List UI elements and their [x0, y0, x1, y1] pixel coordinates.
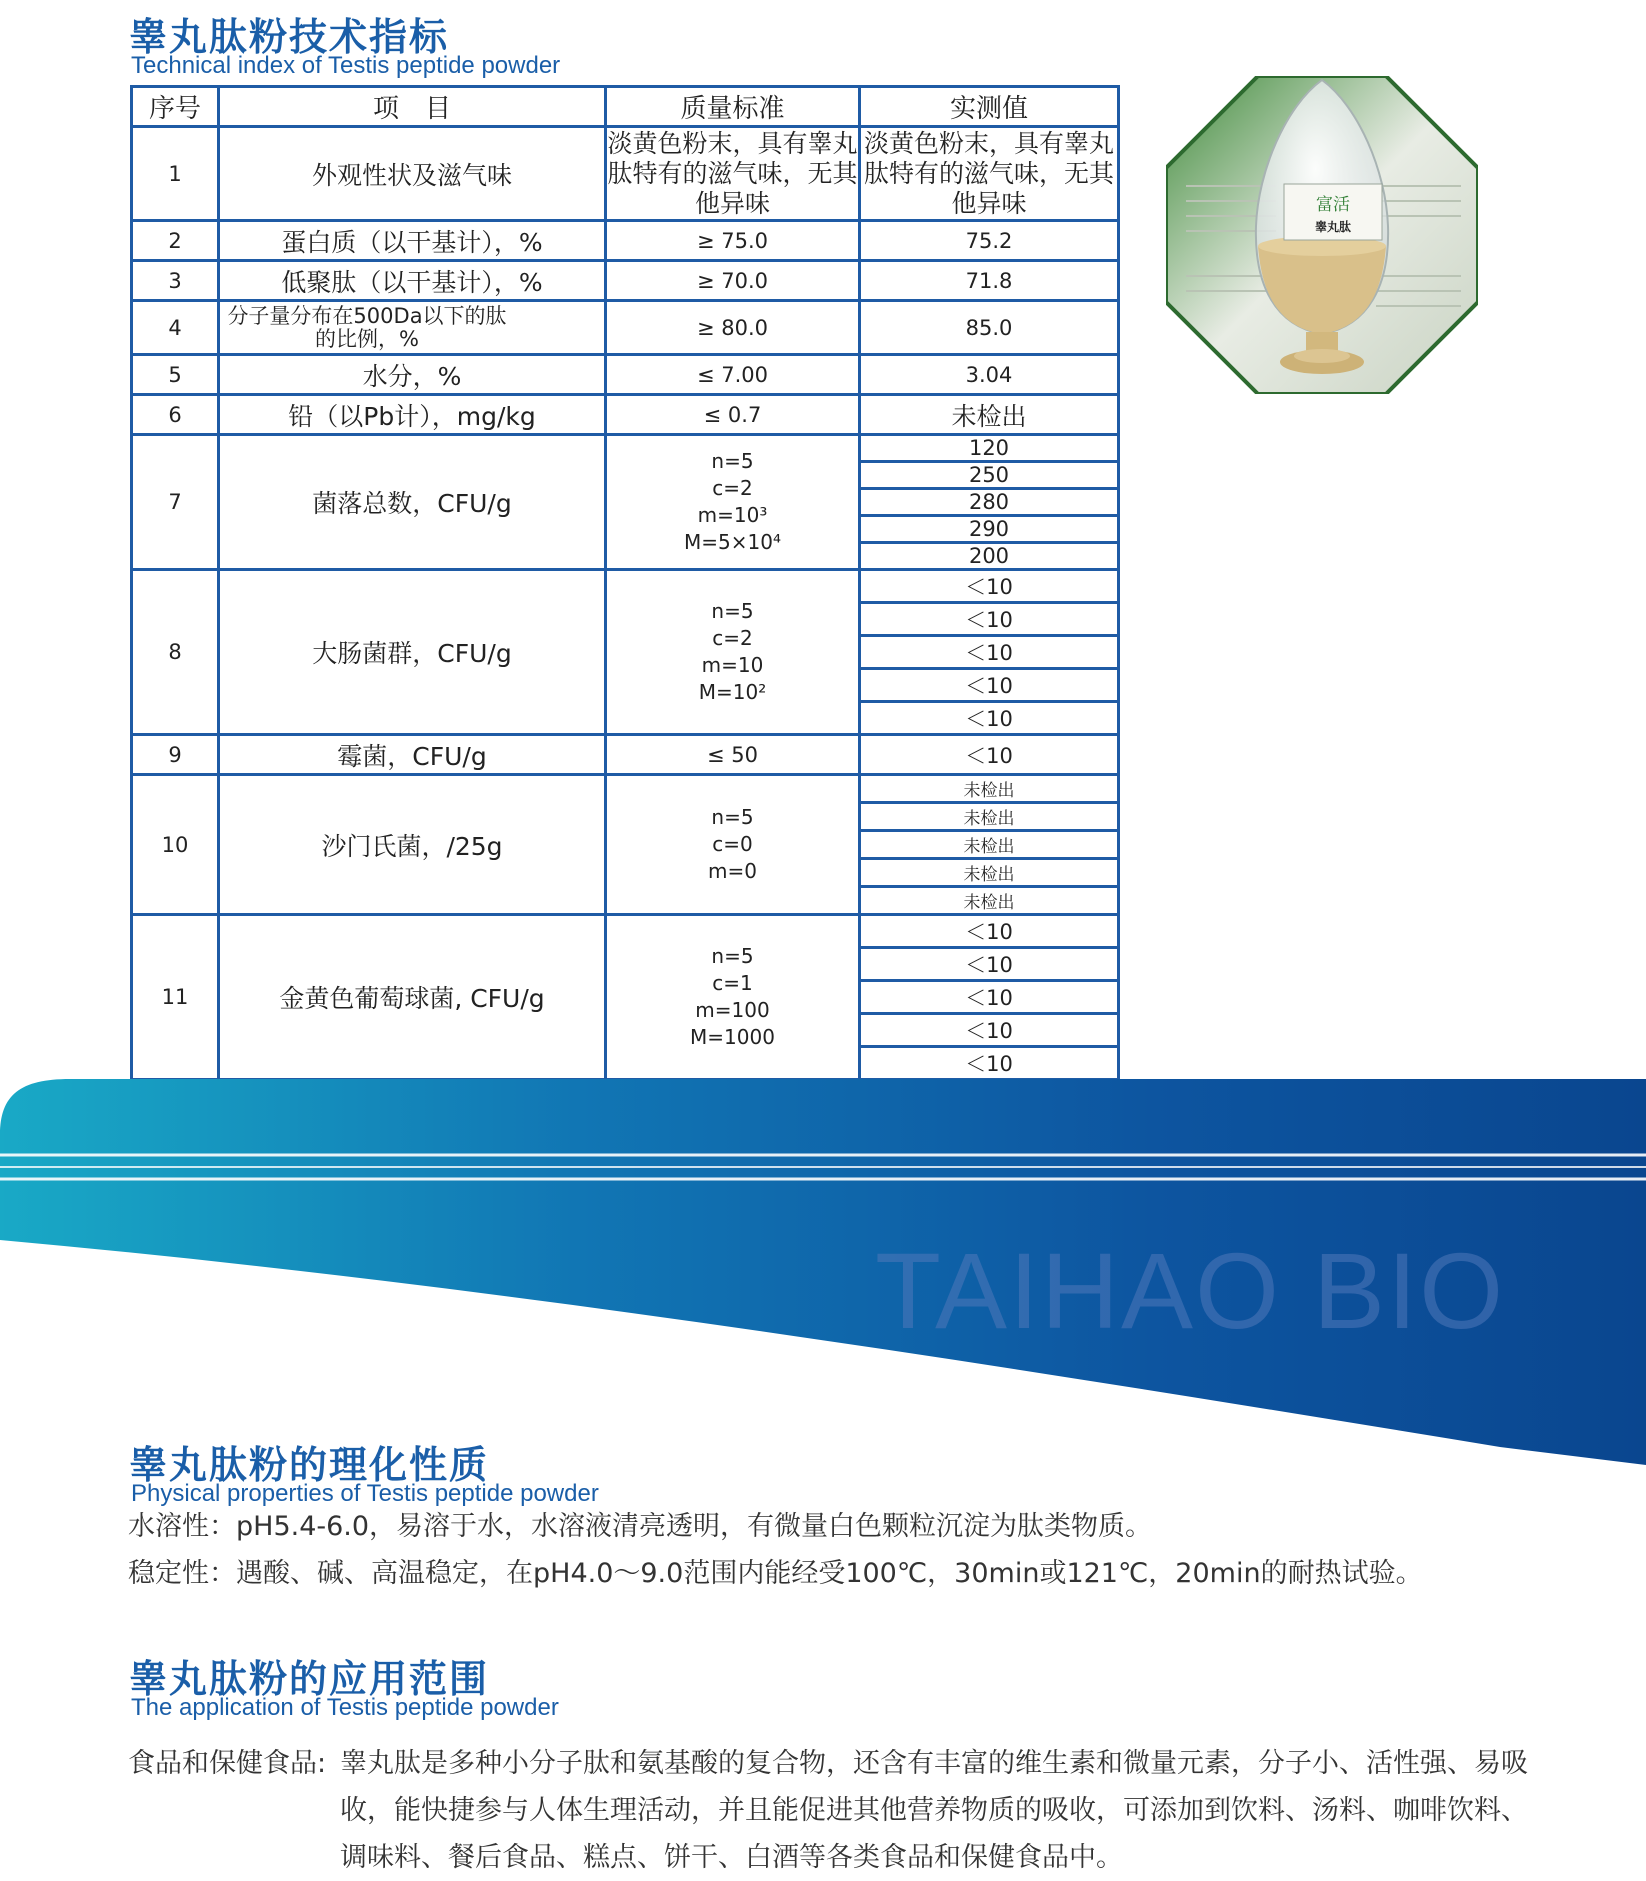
table-row: [132, 301, 1119, 355]
sample-value: 280: [861, 487, 1117, 514]
criterion: m=10: [701, 653, 764, 677]
header-standard: 质量标准: [606, 87, 860, 127]
row-no: 1: [132, 127, 219, 221]
row-standard: 淡黄色粉末，具有睾丸肽特有的滋气味，无其他异味: [606, 127, 860, 221]
section3-subtitle: The application of Testis peptide powder: [131, 1694, 559, 1721]
property-stability: 稳定性：遇酸、碱、高温稳定，在pH4.0～9.0范围内能经受100℃，30min或121℃，20min的耐热试验。: [128, 1558, 1423, 1589]
criterion: m=100: [695, 998, 770, 1022]
row-no: 10: [132, 775, 219, 915]
section1-subtitle: Technical index of Testis peptide powder: [131, 52, 561, 79]
row-standard: ≥ 75.0: [606, 221, 860, 261]
table-row: [132, 261, 1119, 301]
section1-title: 睾丸肽粉技术指标: [129, 15, 450, 59]
sample-value: ＜10: [861, 601, 1117, 634]
row-standard-criteria: [606, 570, 860, 735]
sample-value: ＜10: [965, 920, 1013, 944]
table-row: [132, 570, 1119, 735]
row-standard: ≤ 0.7: [606, 395, 860, 435]
application-text: 睾丸肽是多种小分子肽和氨基酸的复合物，还含有丰富的维生素和微量元素，分子小、活性强、易吸收，能快捷参与人体生理活动，并且能促进其他营养物质的吸收，可添加到饮料、汤料、咖啡饮料、调味料、餐后食品、糕点、饼干、白酒等各类食品和保健食品中。: [340, 1748, 1528, 1873]
table-row: [132, 775, 1119, 915]
spec-table: [130, 85, 1120, 1081]
criterion: m=0: [708, 859, 757, 883]
criterion: n=5: [711, 805, 754, 829]
sample-value: ＜10: [861, 1012, 1117, 1045]
row-no: 9: [132, 735, 219, 775]
row-item: 菌落总数，CFU/g: [219, 435, 606, 570]
brand-wordmark: TAIHAO BIO: [875, 1230, 1506, 1351]
row-no: 6: [132, 395, 219, 435]
sample-value: 未检出: [861, 857, 1117, 885]
table-row: [132, 355, 1119, 395]
sample-value: ＜10: [861, 946, 1117, 979]
row-measured-samples: [860, 570, 1119, 735]
table-header-row: [132, 87, 1119, 127]
table-row: [132, 221, 1119, 261]
application-paragraph: [128, 1740, 1548, 1881]
row-standard-criteria: [606, 435, 860, 570]
section2-subtitle: Physical properties of Testis peptide powder: [131, 1480, 599, 1507]
row-measured-samples: [860, 915, 1119, 1080]
sample-value: 250: [861, 460, 1117, 487]
criterion: c=2: [712, 626, 753, 650]
row-item: 低聚肽（以干基计），%: [219, 261, 606, 301]
row-measured: 3.04: [860, 355, 1119, 395]
sample-value: 未检出: [861, 801, 1117, 829]
row-standard: ≥ 70.0: [606, 261, 860, 301]
table-row: [132, 915, 1119, 1080]
sample-value: ＜10: [861, 979, 1117, 1012]
section2-title: 睾丸肽粉的理化性质: [129, 1443, 490, 1487]
criterion: c=0: [712, 832, 753, 856]
row-measured: ＜10: [860, 735, 1119, 775]
criterion: n=5: [711, 599, 754, 623]
application-label: 食品和保健食品:: [128, 1748, 327, 1779]
section3-title: 睾丸肽粉的应用范围: [129, 1657, 490, 1701]
row-measured: 未检出: [860, 395, 1119, 435]
row-item: 沙门氏菌，/25g: [219, 775, 606, 915]
criterion: M=5×10⁴: [684, 530, 781, 554]
sample-value: ＜10: [861, 667, 1117, 700]
sample-value: ＜10: [861, 634, 1117, 667]
row-measured: 75.2: [860, 221, 1119, 261]
row-item: 大肠菌群，CFU/g: [219, 570, 606, 735]
row-no: 7: [132, 435, 219, 570]
row-no: 2: [132, 221, 219, 261]
row-standard: ≥ 80.0: [606, 301, 860, 355]
row-item: 蛋白质（以干基计），%: [219, 221, 606, 261]
criterion: m=10³: [697, 503, 768, 527]
row-standard: ≤ 7.00: [606, 355, 860, 395]
sample-value: ＜10: [861, 700, 1117, 733]
header-no: 序号: [132, 87, 219, 127]
sample-value: 200: [861, 541, 1117, 568]
photo-label-brand: 富活: [1316, 195, 1350, 215]
table-row: [132, 435, 1119, 570]
sample-value: 120: [968, 436, 1010, 460]
criterion: M=10²: [698, 680, 767, 704]
photo-label-product: 睾丸肽: [1314, 220, 1352, 234]
table-row: [132, 395, 1119, 435]
row-measured: 85.0: [860, 301, 1119, 355]
row-standard-criteria: [606, 775, 860, 915]
row-measured-samples: [860, 435, 1119, 570]
table-row: [132, 735, 1119, 775]
row-no: 8: [132, 570, 219, 735]
property-solubility: 水溶性：pH5.4-6.0，易溶于水，水溶液清亮透明，有微量白色颗粒沉淀为肽类物质。: [128, 1511, 1153, 1542]
row-item: 水分，%: [219, 355, 606, 395]
row-standard-criteria: [606, 915, 860, 1080]
row-item: 分子量分布在500Da以下的肽的比例，%: [219, 301, 606, 355]
row-item: 金黄色葡萄球菌, CFU/g: [219, 915, 606, 1080]
sample-value: 未检出: [861, 829, 1117, 857]
row-item: 铅（以Pb计），mg/kg: [219, 395, 606, 435]
row-measured: 71.8: [860, 261, 1119, 301]
header-item: 项 目: [219, 87, 606, 127]
criterion: c=1: [712, 971, 753, 995]
criterion: n=5: [711, 449, 754, 473]
row-no: 3: [132, 261, 219, 301]
row-no: 4: [132, 301, 219, 355]
row-no: 11: [132, 915, 219, 1080]
sample-value: 未检出: [861, 885, 1117, 913]
table-row: [132, 127, 1119, 221]
sample-value: ＜10: [861, 1045, 1117, 1078]
row-item: 霉菌，CFU/g: [219, 735, 606, 775]
row-item: 外观性状及滋气味: [219, 127, 606, 221]
row-measured: 淡黄色粉末，具有睾丸肽特有的滋气味，无其他异味: [860, 127, 1119, 221]
row-standard: ≤ 50: [606, 735, 860, 775]
criterion: M=1000: [690, 1025, 775, 1049]
product-photo: [1166, 76, 1478, 394]
criterion: c=2: [712, 476, 753, 500]
sample-value: 290: [861, 514, 1117, 541]
row-no: 5: [132, 355, 219, 395]
header-measured: 实测值: [860, 87, 1119, 127]
criterion: n=5: [711, 944, 754, 968]
sample-value: 未检出: [963, 781, 1015, 801]
sample-value: ＜10: [965, 575, 1013, 599]
row-measured-samples: [860, 775, 1119, 915]
